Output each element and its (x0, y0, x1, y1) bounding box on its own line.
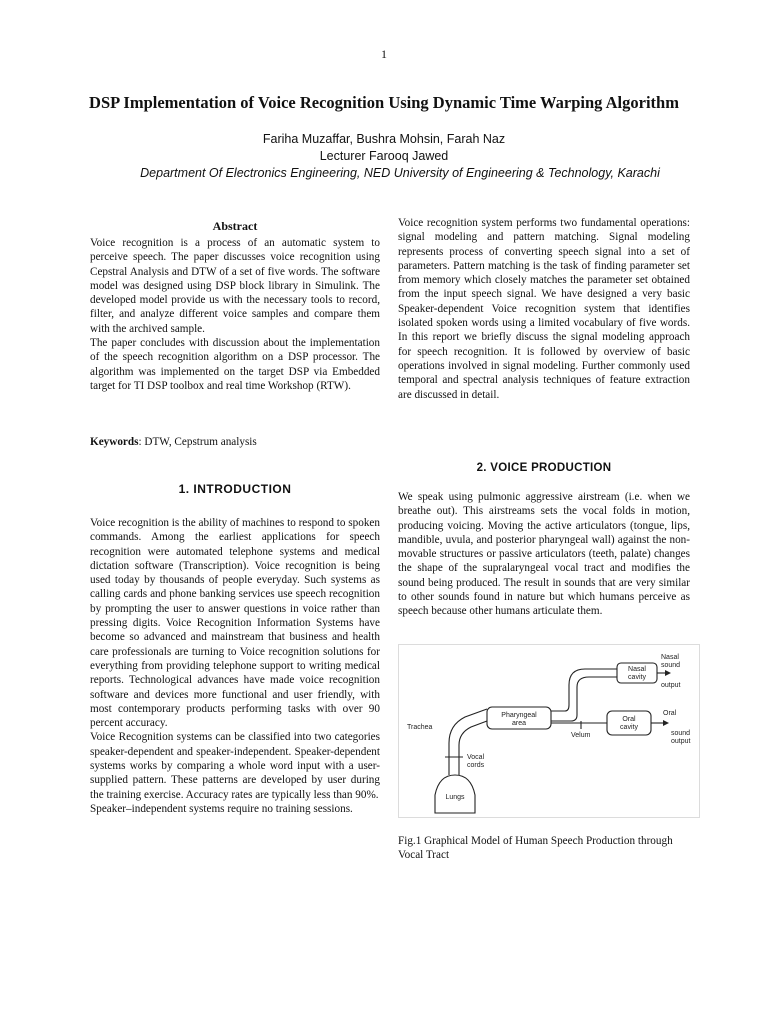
voice-production-paragraph: We speak using pulmonic aggressive airstream (i.e. when we breathe out). This airstreams sets the vocal folds in motion, producing voicing. Moving the active articulators (tongue, lips, mandible, uvula, and posterior pharyngeal wall) against the non-movable structures or passive articulators (teeth, palate) changes the shape of the supralaryngeal vocal tract and modifies the sound being produced. The result in sounds that are very similar to other sounds found in nature but which humans perceive as speech because other humans articulate them. (398, 491, 690, 618)
oral-output-label: Oral (663, 710, 677, 717)
nasal-output-arrowhead (665, 670, 671, 676)
figure-caption: Fig.1 Graphical Model of Human Speech Production through Vocal Tract (398, 835, 673, 862)
department-affiliation: Department Of Electronics Engineering, NED University of Engineering & Technology, Karachi (140, 166, 660, 180)
introduction-heading: 1. INTRODUCTION (178, 482, 292, 496)
keywords-text: : DTW, Cepstrum analysis (138, 436, 257, 448)
trachea-label: Trachea (407, 724, 433, 731)
authors: Fariha Muzaffar, Bushra Mohsin, Farah Naz (262, 132, 506, 146)
oral-cavity-box (607, 711, 651, 735)
voice-production-body (398, 490, 690, 619)
advisor: Lecturer Farooq Jawed (319, 149, 449, 163)
voice-production-heading: 2. VOICE PRODUCTION (476, 462, 612, 474)
pharyngeal-label: Pharyngeal (501, 712, 537, 719)
introduction-paragraph: Voice recognition is the ability of machines to respond to spoken commands. Among the earliest applications for speech recognition were automated telephone systems and medical dictation software (Transcription). Voice recognition is being used today by thousands of people everyday. Such systems as calling cards and phone banking services use speech recognition by prompting the user to answer questions in voice rather than pressing digits. Voice Recognition Information Systems have become so advanced and mainstream that business and health care professionals are turning to Voice recognition solutions for everything from providing telephone support to writing medical reports. Technological advances have made voice recognition software and devices more functional and user friendly, with most contemporary products performing tasks with over 90 percent accuracy. (90, 517, 380, 730)
nasal-output-label: sound (661, 662, 681, 669)
velum-label: Velum (571, 732, 591, 739)
nasal-output-label: output (661, 682, 681, 689)
oral-output-arrowhead (663, 720, 669, 726)
oral-cavity-label: Oral (622, 716, 636, 723)
paper-title: DSP Implementation of Voice Recognition Using Dynamic Time Warping Algorithm (89, 93, 679, 112)
introduction-body (90, 516, 380, 816)
keywords (90, 436, 380, 448)
nasal-output-label: Nasal (661, 654, 679, 661)
oral-output-label: sound (671, 730, 691, 737)
page-number: 1 (381, 47, 387, 61)
nasal-cavity-label: Nasal (628, 666, 646, 673)
oral-cavity-label: cavity (620, 724, 638, 731)
abstract-paragraph: Voice recognition is a process of an automatic system to perceive speech. The paper discusses voice recognition using Cepstral Analysis and DTW of a set of five words. The software model was designed using DSP block library in Simulink. The developed model provide us with the necessary tools to record, filter, and analyze different voice samples and compare them with the archived sample. (90, 237, 380, 335)
nasal-cavity-label: cavity (628, 674, 646, 681)
introduction-paragraph: Voice Recognition systems can be classified into two categories speaker-dependent and speaker-independent. Speaker-dependent systems works by comparing a whole word input with a user-supplied pattern. These patterns are developed by user during the training exercise. Accuracy rates are typically less than 90%. (90, 731, 380, 801)
right-intro-paragraph: Voice recognition system performs two fundamental operations: signal modeling and pattern matching. Signal modeling represents process of converting speech signal into a set of parameters. Pattern matching is the task of finding parameter set from memory which closely matches the parameter set obtained from the input speech signal. We have designed a very basic Speaker-dependent Voice recognition system that identifies isolated spoken words using a limited vocabulary of five words. In this report we briefly discuss the signal modeling approach for speech recognition. It is followed by overview of basic operations involved in signal modeling. Further commonly used temporal and spectral analysis techniques of feature extraction are discussed in detail. (398, 217, 690, 401)
vocal-tract-diagram (399, 645, 699, 817)
abstract-paragraph: The paper concludes with discussion about the implementation of the speech recognition algorithm on a DSP processor. The algorithm was implemented on the target DSP via Embedded target for TI DSP toolbox and real time Workshop (RTW). (90, 337, 380, 392)
right-intro-body (398, 216, 690, 402)
oral-output-label: output (671, 738, 691, 745)
abstract-heading: Abstract (212, 219, 258, 233)
nasal-tube-outer (551, 669, 617, 711)
vocal-tract-figure (398, 644, 700, 818)
pharyngeal-label: area (511, 720, 527, 727)
vocal-cords-label: cords (467, 762, 485, 769)
introduction-paragraph: Speaker–independent systems require no training sessions. (90, 802, 353, 815)
vocal-cords-label: Vocal (467, 754, 485, 761)
keywords-label: Keywords (90, 436, 139, 448)
abstract-body (90, 236, 380, 393)
lungs-label: Lungs (445, 794, 465, 801)
